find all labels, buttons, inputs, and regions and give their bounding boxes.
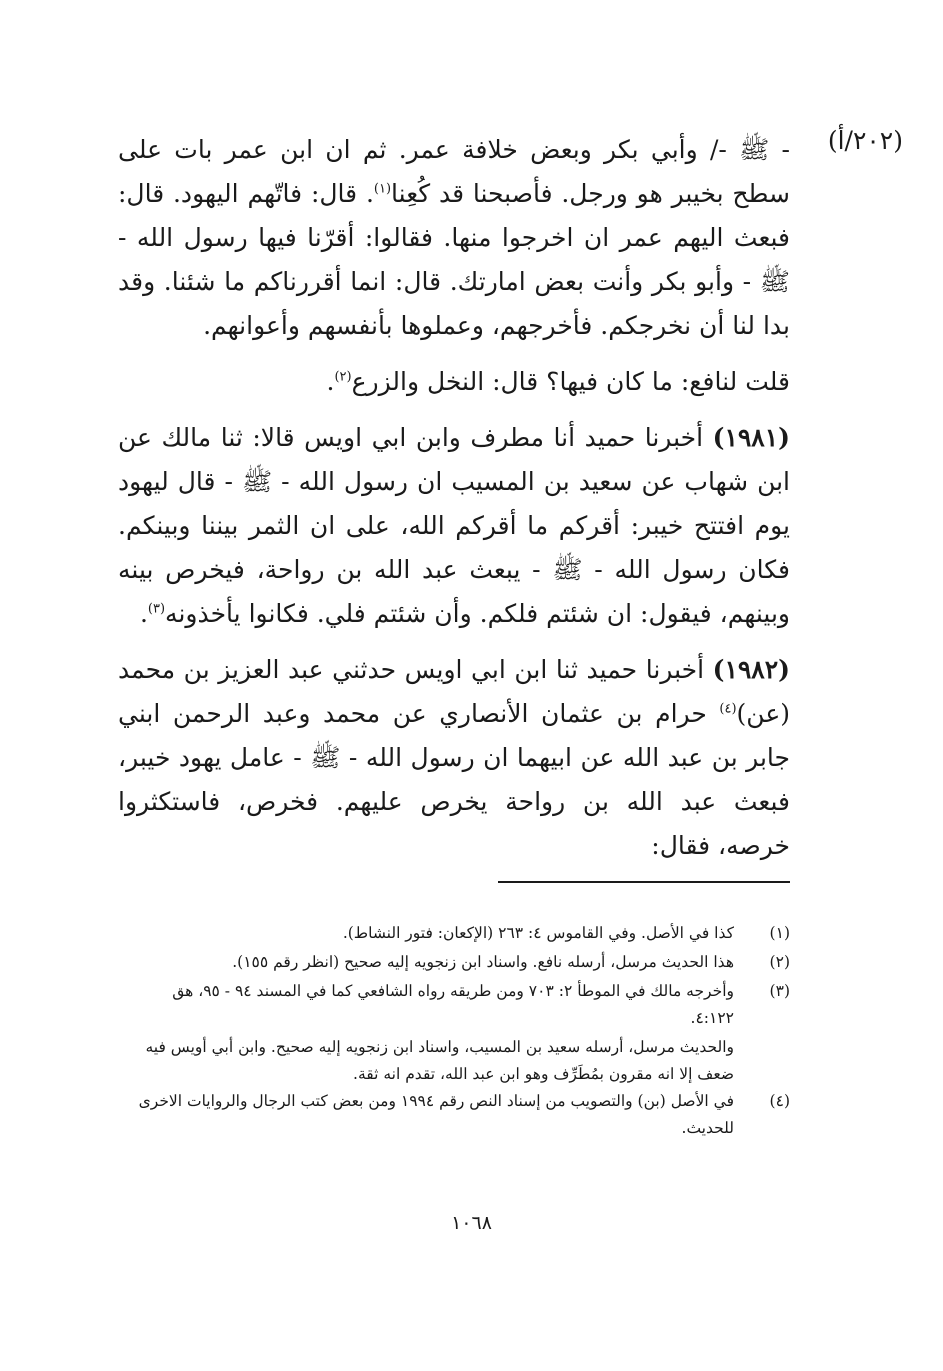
footnote-ref-1: (١) — [373, 181, 392, 197]
paragraph-text: حرام بن عثمان الأنصاري عن محمد وعبد الرحمن ابني جابر بن عبد الله عن ابيهما ان رسول الله - ﷺ - عامل يهود خيبر، فبعث عبد الله بن رواحة يخرص عليهم. فخرص، فاستكثروا خرصه، فقال: — [118, 699, 790, 860]
hadith-number: (١٩٨٢) — [712, 655, 790, 684]
paragraph-text: أخبرنا حميد ثنا ابن ابي اويس حدثني عبد العزيز بن محمد (عن) — [118, 655, 790, 728]
margin-folio-reference: (٢٠٢/أ) — [827, 126, 903, 155]
paragraph-nafi-question — [118, 360, 790, 404]
footnote-ref-4: (٤) — [719, 701, 737, 717]
main-text — [118, 128, 790, 880]
paragraph-text: . قال: فاتّهم اليهود. قال: فبعث اليهم عمر ان اخرجوا منها. فقالوا: أقرّنا فيها رسول الله - ﷺ - وأبو بكر وأنت بعض امارتك. قال: انما أقررناكم ما شئنا. وقد بدا لنا أن نخرجكم. فأخرجهم، وعملوها بأنفسهم وأعوانهم. — [118, 179, 790, 340]
footnote-ref-3: (٣) — [147, 601, 166, 617]
footnote-text: هذا الحديث مرسل، أرسله نافع. واسناد ابن زنجويه إليه صحيح (انظر رقم ١٥٥). — [232, 953, 734, 971]
hadith-number: (١٩٨١) — [712, 423, 790, 452]
footnote-ref-2: (٢) — [334, 369, 352, 385]
footnote-text: في الأصل (بن) والتصويب من إسناد النص رقم ١٩٩٤ ومن بعض كتب الرجال والروايات الاخرى للحديث. — [138, 1092, 734, 1137]
footnote-3 — [125, 978, 790, 1032]
paragraph-text: . — [326, 367, 335, 396]
paragraph-text: - ﷺ -/ وأبي بكر وبعض خلافة عمر. ثم ان ابن عمر بات على سطح بخيبر هو ورجل. فأصبحنا قد كُعِنا — [118, 135, 790, 208]
footnote-4 — [125, 1088, 790, 1142]
paragraph-continuation — [118, 128, 790, 348]
paragraph-text: قلت لنافع: ما كان فيها؟ قال: النخل والزرع — [351, 367, 790, 396]
paragraph-text: . — [139, 599, 148, 628]
footnote-text: وأخرجه مالك في الموطأ ٢: ٧٠٣ ومن طريقه رواه الشافعي كما في المسند ٩٤ - ٩٥، هق ٤:١٢٢. — [172, 982, 734, 1027]
footnote-number: (١) — [769, 924, 790, 942]
hadith-1981 — [118, 416, 790, 636]
footnote-1 — [125, 920, 790, 947]
hadith-1982 — [118, 648, 790, 868]
footnote-number: (٤) — [769, 1092, 790, 1110]
footnote-2 — [125, 949, 790, 976]
paragraph-text: أخبرنا حميد أنا مطرف وابن ابي اويس قالا: ثنا مالك عن ابن شهاب عن سعيد بن المسيب ان رسول الله - ﷺ - قال ليهود يوم افتتح خيبر: أقركم ما أقركم الله، على ان الثمر بيننا وبينكم. فكان رسول الله - ﷺ - يبعث عبد الله بن رواحة، فيخرص بينه وبينهم، فيقول: ان شئتم فلكم. وأن شئتم فلي. فكانوا يأخذونه — [118, 423, 790, 628]
footnote-3-continuation: والحديث مرسل، أرسله سعيد بن المسيب، واسناد ابن زنجويه إليه صحيح. وابن أبي أويس فيه ضعف إلا انه مقرون بمُطَرِّف وهو ابن عبد الله، تقدم انه ثقة. — [145, 1038, 734, 1083]
footnote-number: (٢) — [769, 953, 790, 971]
footnotes — [125, 920, 790, 1144]
footnote-number: (٣) — [769, 982, 790, 1000]
page-number: ١٠٦٨ — [451, 1212, 492, 1234]
footnote-text: كذا في الأصل. وفي القاموس ٤: ٢٦٣ (الإكعان: فتور النشاط). — [342, 924, 734, 942]
footnote-divider — [498, 881, 790, 883]
